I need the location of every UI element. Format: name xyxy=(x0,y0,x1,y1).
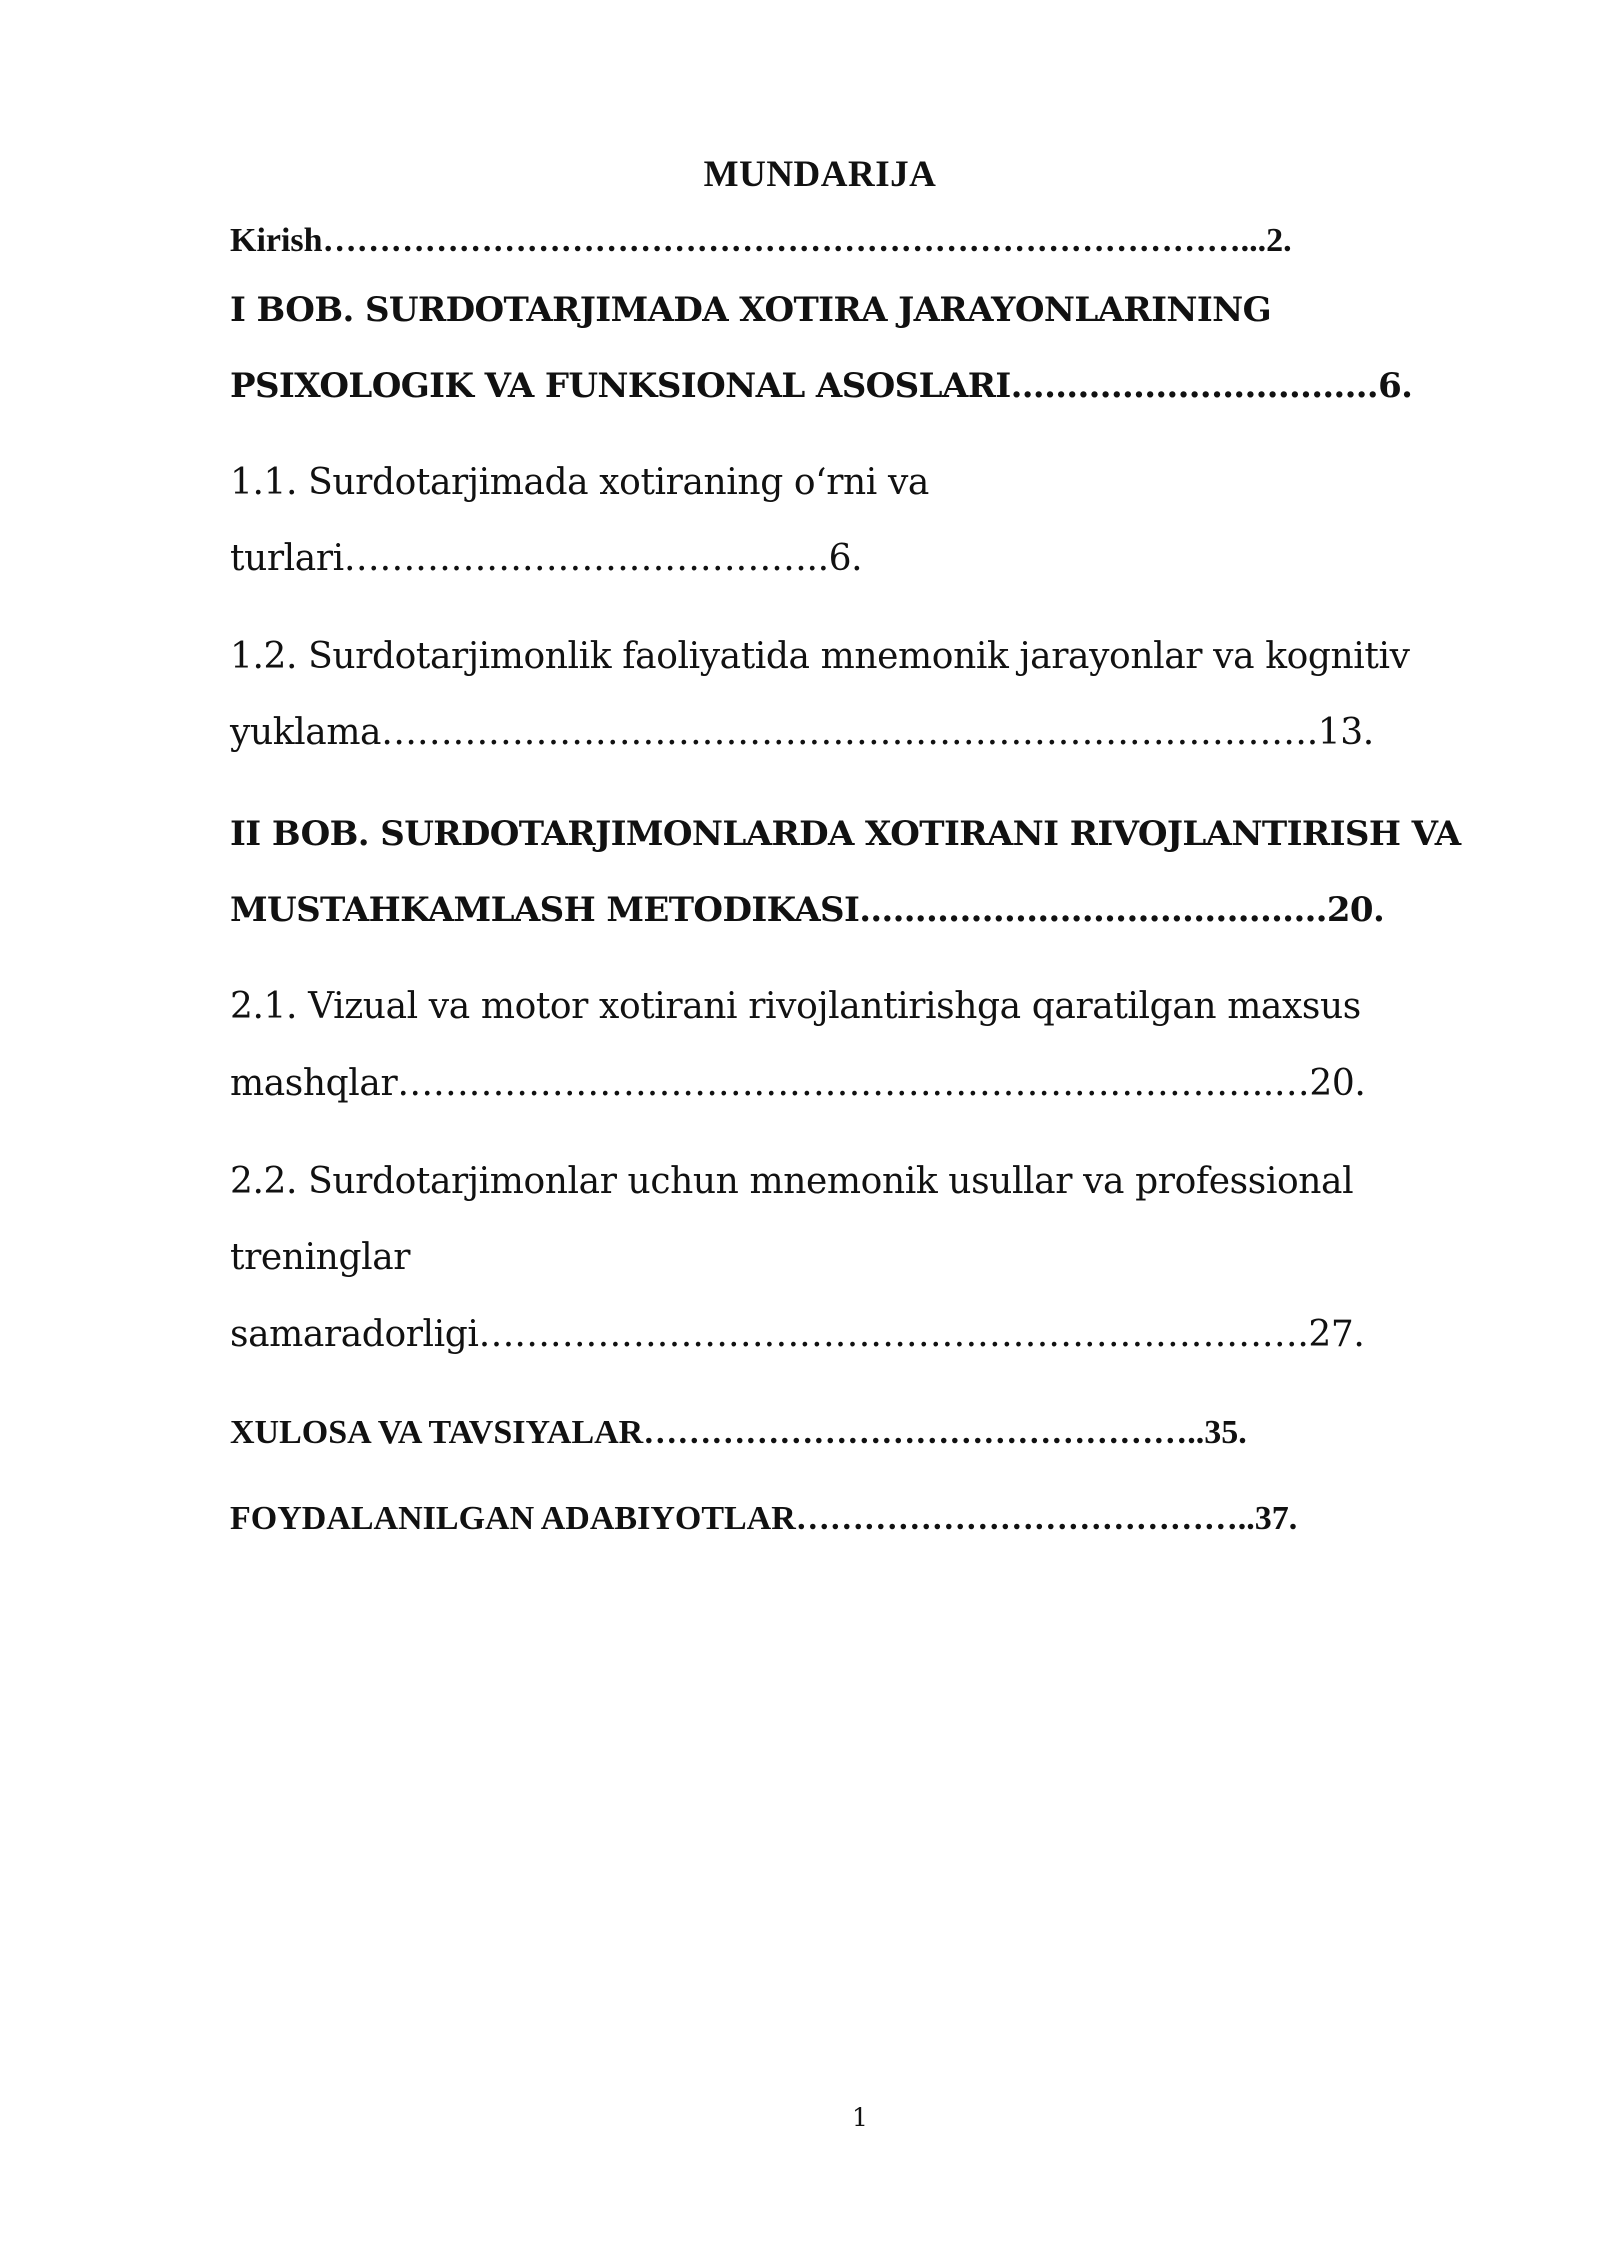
page-title: MUNDARIJA xyxy=(703,154,937,195)
toc-section-2-2-line-1: 2.2. Surdotarjimonlar uchun mnemonik usullar va professional xyxy=(230,1161,1354,1202)
toc-section-1-1-line-2: turlari…………………………………..6. xyxy=(230,538,863,579)
toc-section-2-1-line-2: mashqlar………………………………………………………………..…20. xyxy=(230,1063,1366,1104)
toc-chapter-1-line-2: PSIXOLOGIK VA FUNKSIONAL ASOSLARI……………………………6. xyxy=(230,366,1413,406)
toc-section-2-2-line-2: treninglar xyxy=(230,1237,411,1278)
toc-section-1-2-line-2: yuklama…………………………………………………………………….13. xyxy=(230,712,1374,753)
toc-section-1-1-line-1: 1.1. Surdotarjimada xotiraning o‘rni va xyxy=(230,462,929,503)
toc-section-2-2-line-3: samaradorligi…………………………………………………………….27. xyxy=(230,1314,1365,1355)
toc-section-1-2-line-1: 1.2. Surdotarjimonlik faoliyatida mnemonik jarayonlar va kognitiv xyxy=(230,636,1410,677)
toc-entry-adabiyotlar: FOYDALANILGAN ADABIYOTLAR…………………………………..37. xyxy=(230,1500,1298,1537)
toc-entry-xulosa: XULOSA VA TAVSIYALAR…………………………………………..35. xyxy=(230,1414,1247,1451)
toc-entry-kirish: Kirish………………………………………………………………………...2. xyxy=(230,222,1292,259)
toc-section-2-1-line-1: 2.1. Vizual va motor xotirani rivojlantirishga qaratilgan maxsus xyxy=(230,986,1361,1027)
toc-chapter-1-line-1: I BOB. SURDOTARJIMADA XOTIRA JARAYONLARINING xyxy=(230,290,1272,330)
toc-chapter-2-line-1: II BOB. SURDOTARJIMONLARDA XOTIRANI RIVOJLANTIRISH VA xyxy=(230,814,1461,854)
toc-chapter-2-line-2: MUSTAHKAMLASH METODIKASI……………………………………20. xyxy=(230,890,1385,930)
page-number: 1 xyxy=(852,2103,868,2132)
